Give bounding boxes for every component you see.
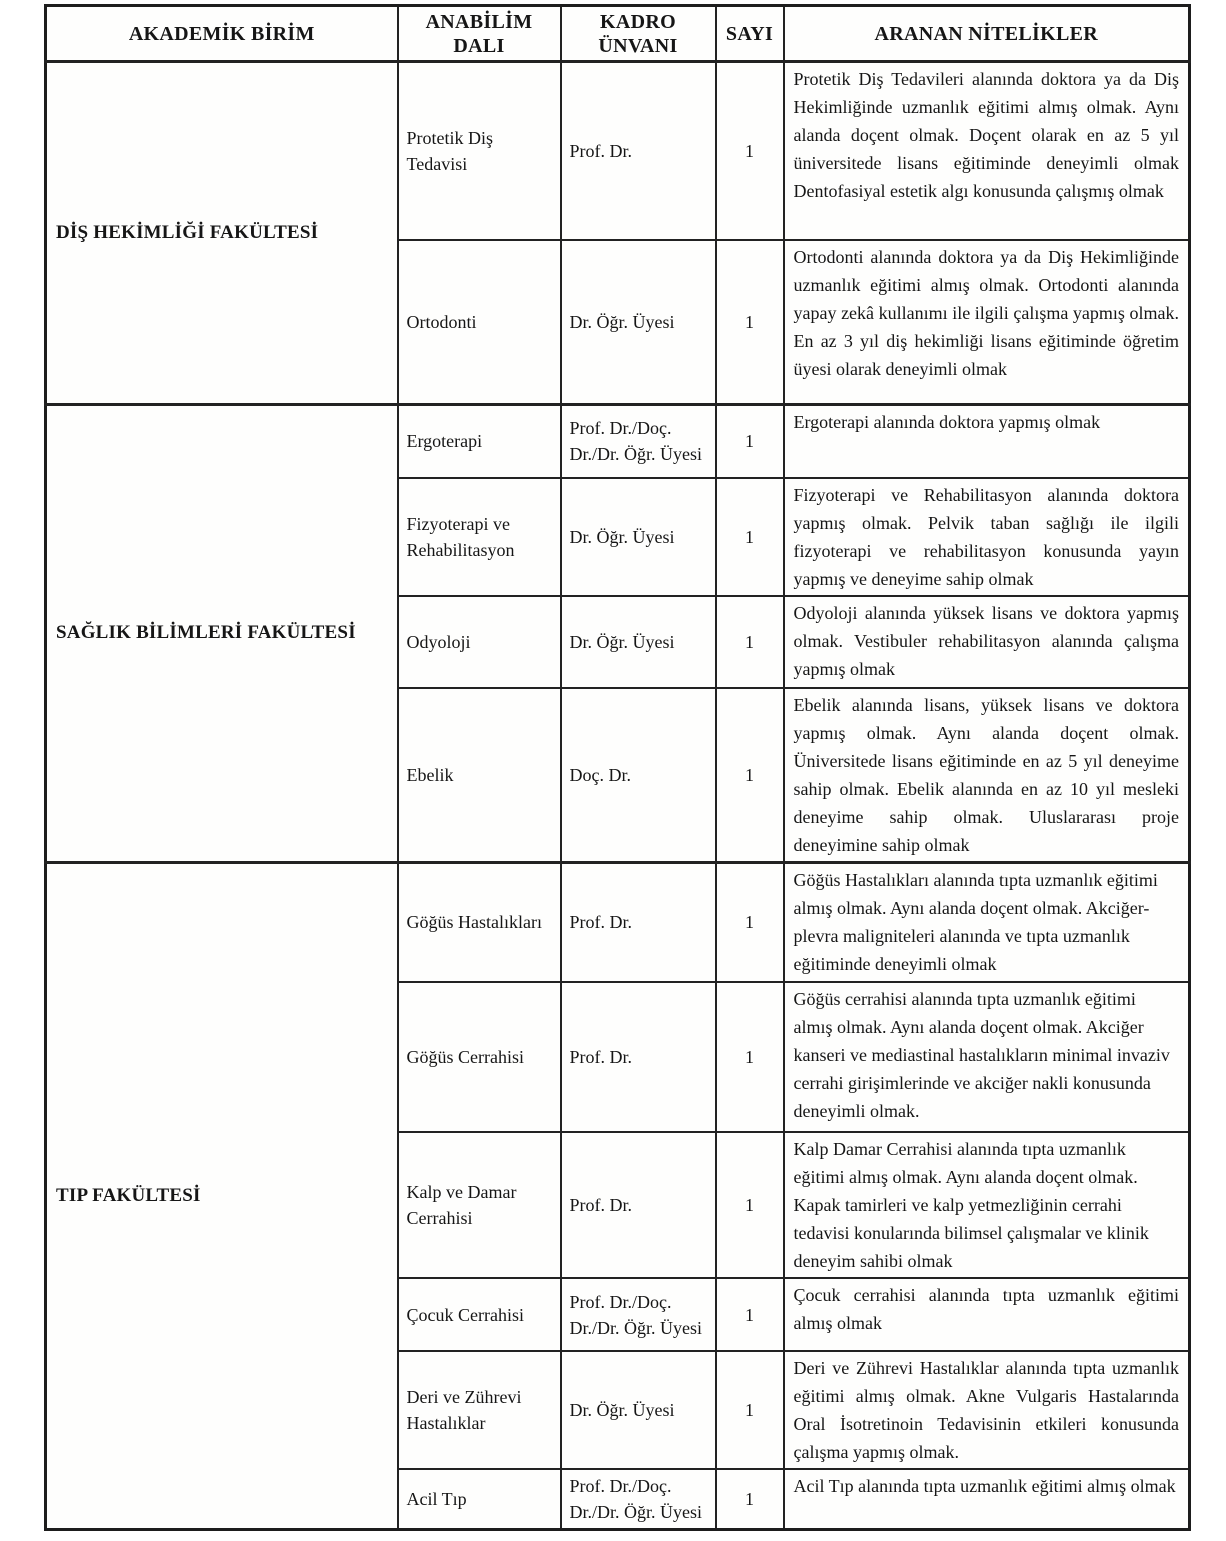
department-cell: Kalp ve Damar Cerrahisi	[398, 1132, 561, 1278]
count-cell: 1	[716, 982, 784, 1132]
column-header-kadro-unvani: KADRO ÜNVANI	[561, 6, 716, 62]
count-cell: 1	[716, 862, 784, 982]
column-header-sayi: SAYI	[716, 6, 784, 62]
department-cell: Ergoterapi	[398, 405, 561, 478]
title-cell: Dr. Öğr. Üyesi	[561, 596, 716, 688]
qualifications-cell: Fizyoterapi ve Rehabilitasyon alanında doktora yapmış olmak. Pelvik taban sağlığı ile ilgili fizyoterapi ve rehabilitasyon konusunda yayın yapmış ve deneyime sahip olmak	[784, 478, 1190, 596]
qualifications-cell: Ergoterapi alanında doktora yapmış olmak	[784, 405, 1190, 478]
qualifications-cell: Acil Tıp alanında tıpta uzmanlık eğitimi almış olmak	[784, 1469, 1190, 1530]
department-cell: Göğüs Cerrahisi	[398, 982, 561, 1132]
department-cell: Göğüs Hastalıkları	[398, 862, 561, 982]
qualifications-cell: Göğüs cerrahisi alanında tıpta uzmanlık eğitimi almış olmak. Aynı alanda doçent olmak. Akciğer kanseri ve mediastinal hastalıkların minimal invaziv cerrahi girişimlerinde ve akciğer nakli konusunda deneyimli olmak.	[784, 982, 1190, 1132]
qualifications-cell: Göğüs Hastalıkları alanında tıpta uzmanlık eğitimi almış olmak. Aynı alanda doçent olmak. Akciğer-plevra maligniteleri alanında ve tıpta uzmanlık eğitiminde deneyimli olmak	[784, 862, 1190, 982]
qualifications-cell: Çocuk cerrahisi alanında tıpta uzmanlık eğitimi almış olmak	[784, 1278, 1190, 1351]
department-cell: Odyoloji	[398, 596, 561, 688]
qualifications-cell: Protetik Diş Tedavileri alanında doktora ya da Diş Hekimliğinde uzmanlık eğitimi almış olmak. Aynı alanda doçent olmak. Doçent olarak en az 5 yıl üniversitede lisans eğitiminde deneyimli olmak Dentofasiyal estetik algı konusunda çalışmış olmak	[784, 62, 1190, 240]
count-cell: 1	[716, 405, 784, 478]
title-cell: Prof. Dr.	[561, 1132, 716, 1278]
count-cell: 1	[716, 1278, 784, 1351]
position-row	[46, 62, 1190, 240]
department-cell: Fizyoterapi ve Rehabilitasyon	[398, 478, 561, 596]
column-header-akademik-birim: AKADEMİK BİRİM	[46, 6, 398, 62]
title-cell: Prof. Dr./Doç. Dr./Dr. Öğr. Üyesi	[561, 405, 716, 478]
count-cell: 1	[716, 62, 784, 240]
title-cell: Prof. Dr.	[561, 862, 716, 982]
department-cell: Ebelik	[398, 688, 561, 863]
title-cell: Dr. Öğr. Üyesi	[561, 240, 716, 405]
count-cell: 1	[716, 240, 784, 405]
department-cell: Çocuk Cerrahisi	[398, 1278, 561, 1351]
department-cell: Ortodonti	[398, 240, 561, 405]
table-header	[46, 6, 1190, 62]
department-cell: Acil Tıp	[398, 1469, 561, 1530]
qualifications-cell: Deri ve Zührevi Hastalıklar alanında tıpta uzmanlık eğitimi almış olmak. Akne Vulgaris Hastalarında Oral İsotretinoin Tedavisinin etkileri konusunda çalışma yapmış olmak.	[784, 1351, 1190, 1469]
academic-recruitment-table	[44, 4, 1191, 1531]
count-cell: 1	[716, 596, 784, 688]
title-cell: Dr. Öğr. Üyesi	[561, 1351, 716, 1469]
header-row	[46, 6, 1190, 62]
faculty-cell: SAĞLIK BİLİMLERİ FAKÜLTESİ	[46, 405, 398, 863]
column-header-anabilim-dali: ANABİLİM DALI	[398, 6, 561, 62]
qualifications-cell: Odyoloji alanında yüksek lisans ve doktora yapmış olmak. Vestibuler rehabilitasyon alanında çalışma yapmış olmak	[784, 596, 1190, 688]
title-cell: Prof. Dr.	[561, 62, 716, 240]
title-cell: Prof. Dr.	[561, 982, 716, 1132]
faculty-cell: TIP FAKÜLTESİ	[46, 862, 398, 1530]
position-row	[46, 862, 1190, 982]
count-cell: 1	[716, 1351, 784, 1469]
column-header-aranan-nitelikler: ARANAN NİTELİKLER	[784, 6, 1190, 62]
qualifications-cell: Ebelik alanında lisans, yüksek lisans ve doktora yapmış olmak. Aynı alanda doçent olmak. Üniversitede lisans eğitiminde en az 5 yıl deneyime sahip olmak. Ebelik alanında en az 10 yıl mesleki deneyime sahip olmak. Uluslararası proje deneyimine sahip olmak	[784, 688, 1190, 863]
title-cell: Dr. Öğr. Üyesi	[561, 478, 716, 596]
department-cell: Protetik Diş Tedavisi	[398, 62, 561, 240]
qualifications-cell: Ortodonti alanında doktora ya da Diş Hekimliğinde uzmanlık eğitimi almış olmak. Ortodonti alanında yapay zekâ kullanımı ile ilgili çalışma yapmış olmak. En az 3 yıl diş hekimliği lisans eğitiminde öğretim üyesi olarak deneyimli olmak	[784, 240, 1190, 405]
position-row	[46, 405, 1190, 478]
title-cell: Prof. Dr./Doç. Dr./Dr. Öğr. Üyesi	[561, 1278, 716, 1351]
faculty-cell: DİŞ HEKİMLİĞİ FAKÜLTESİ	[46, 62, 398, 405]
count-cell: 1	[716, 1132, 784, 1278]
count-cell: 1	[716, 1469, 784, 1530]
title-cell: Prof. Dr./Doç. Dr./Dr. Öğr. Üyesi	[561, 1469, 716, 1530]
qualifications-cell: Kalp Damar Cerrahisi alanında tıpta uzmanlık eğitimi almış olmak. Aynı alanda doçent olmak. Kapak tamirleri ve kalp yetmezliğinin cerrahi tedavisi konularında bilimsel çalışmalar ve klinik deneyim sahibi olmak	[784, 1132, 1190, 1278]
title-cell: Doç. Dr.	[561, 688, 716, 863]
count-cell: 1	[716, 688, 784, 863]
department-cell: Deri ve Zührevi Hastalıklar	[398, 1351, 561, 1469]
count-cell: 1	[716, 478, 784, 596]
